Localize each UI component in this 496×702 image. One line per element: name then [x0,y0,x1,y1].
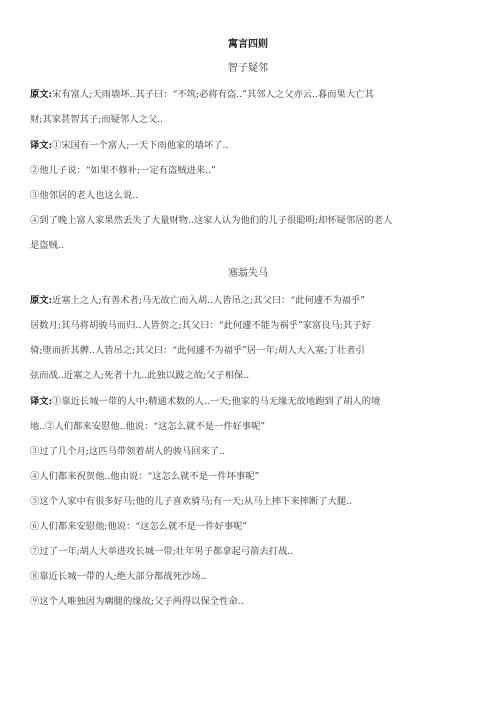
story2-translation-line: 地..②人们都来安慰他..他说：“这怎么就不是一件好事呢” [30,421,266,432]
story1-translation-line: ③他邻居的老人也这么说.. [30,190,139,201]
story2-translation-line: 译文:①靠近长城一带的人中;精通术数的人..一天;他家的马无缘无故地跑到了胡人的境 [30,396,381,407]
original-tag: 原文: [30,89,53,100]
story2-translation-line: ④人们都来祝贺他..他由说：“这怎么就不是一件坏事呢” [30,471,260,482]
story1-original-line: 财;其家甚智其子;而疑邻人之父.. [30,114,164,125]
story2-original-line: 弦而战..近塞之人;死者十九..此独以跛之故;父子相保.. [30,370,250,381]
story1-translation-line: ④到了晚上富人家果然丢失了大量财物..这家人认为他们的儿子很聪明;却怀疑邻居的老人 [30,215,393,226]
story1-translation-line: ②他儿子说：“如果不修补;一定有盗贼进来..” [30,165,216,176]
story2-translation-line: ⑦过了一年;胡人大举进攻长城一带;壮年男子都拿起弓箭去打战.. [30,546,294,557]
story2-translation-line: ⑧靠近长城一带的人;绝大部分都战死沙场.. [30,571,207,582]
story2-title: 塞翁失马 [228,268,268,279]
story2-translation-line: ③过了几个月;这匹马带领着胡人的骏马回来了.. [30,446,225,457]
story2-original-line: 骑;堕而折其髀..人皆吊之;其父曰：“此何遽不为福乎”居一年;胡人大入塞;丁壮者引 [30,345,365,356]
story2-original-line: 居数月;其马将胡骏马而归..人皆贺之;其父曰：“此何遽不能为祸乎”家富良马;其子好 [30,320,371,331]
story2-translation-line: ⑨这个人唯独因为瘸腿的缘故;父子两得以保全性命.. [30,596,244,607]
story1-translation-line: 是盗贼.. [30,240,64,251]
translation-tag: 译文: [30,396,53,407]
story1-translation-line: 译文:①宋国有一个富人;一天下雨他家的墙坏了.. [30,140,229,151]
translation-tag: 译文: [30,140,53,151]
story2-original-line: 原文:近塞上之人;有善术者;马无故亡而入胡..人皆吊之;其父曰：“此何遽不为福乎” [30,295,366,306]
original-tag: 原文: [30,295,53,306]
document-title: 寓言四则 [228,39,268,50]
story1-title: 智子疑邻 [228,63,268,74]
story2-translation-line: ⑥人们都来安慰他;他说：“这怎么就不是一件好事呢” [30,521,248,532]
story2-translation-line: ⑤这个人家中有很多好马;他的儿子喜欢骑马;有一天;从马上摔下来摔断了大腿.. [30,496,353,507]
story1-original-line: 原文:宋有富人;天雨墙坏..其子曰：“不筑;必将有盗..”其邻人之父亦云..暮而果大亡其 [30,89,374,100]
